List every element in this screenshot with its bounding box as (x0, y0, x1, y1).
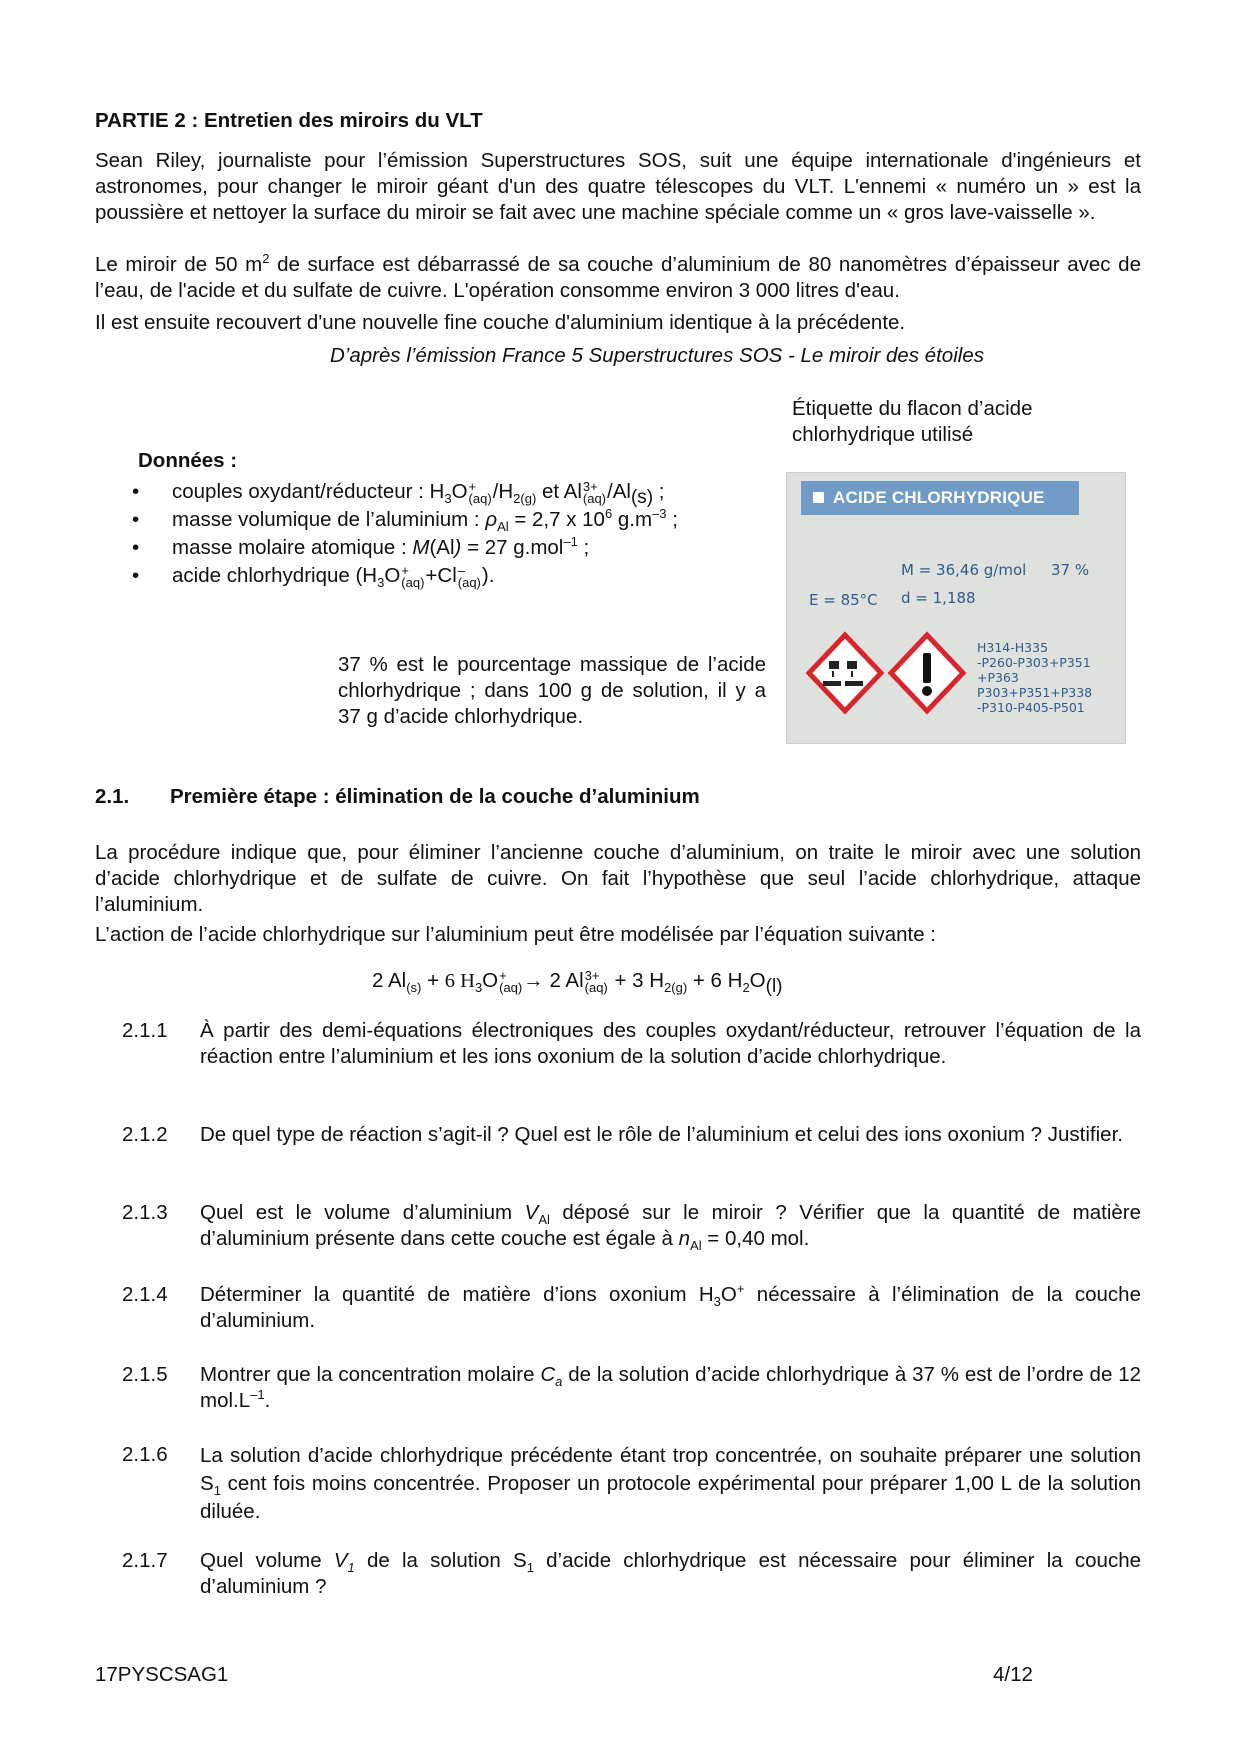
label-square-icon (813, 492, 824, 503)
footer-code: 17PYSCSAG1 (95, 1663, 229, 1686)
label-percent: 37 % (1051, 561, 1090, 579)
question-2-1-5: 2.1.5 Montrer que la concentration molaire $C_a$ de la solution d’acide chlorhydrique à 37 % est de l’ordre de 12 $mol.L^{-1}$. (122, 1363, 1141, 1412)
part-title: PARTIE 2 : Entretien des miroirs du VLT (95, 109, 483, 132)
source-citation: D’après l’émission France 5 Superstructures SOS - Le miroir des étoiles (330, 344, 984, 367)
bottle-label-photo (786, 472, 1126, 744)
label-header: ACIDE CHLORHYDRIQUE (801, 481, 1079, 515)
question-2-1-3: 2.1.3 Quel est le volume d’aluminium $V_{Al}$ déposé sur le miroir ? Vérifier que la quantité de matière d’aluminium présente dans cette couche est égale à $n_{Al} = 0,40$ mol. (122, 1201, 1142, 1254)
donnees-item-couples: • couples oxydant/réducteur : $H_3O$ + (aq) $/H_{2(g)}$ et Al 3+ (aq) $/Al_{(s)}$ ; (132, 478, 772, 506)
hazard-codes: H314-H335 -P260-P303+P351 +P363 P303+P351+P338 -P310-P405-P501 (977, 640, 1093, 715)
exclamation-pictogram (891, 635, 963, 711)
label-caption: Étiquette du flacon d’acide chlorhydrique utilisé (792, 397, 1033, 446)
question-2-1-6: 2.1.6 La solution d’acide chlorhydrique précédente étant trop concentrée, on souhaite préparer une solution $S_1$ cent fois moins concentrée. Proposer un protocole expérimental pour préparer 1,00 L de la solution diluée. (122, 1443, 1141, 1523)
section-paragraph-1: La procédure indique que, pour éliminer l’ancienne couche d’aluminium, on traite le miroir avec une solution d’acide chlorhydrique et de sulfate de cuivre. On fait l’hypothèse que seul l’acide chlorhydrique, attaque l’aluminium. (95, 841, 1141, 916)
label-molar-mass: M = 36,46 g/mol (901, 561, 1027, 579)
section-number: 2.1. (95, 785, 130, 808)
label-density: d = 1,188 (901, 589, 976, 607)
section-title: Première étape : élimination de la couche d’aluminium (170, 785, 700, 808)
label-flash-point: E = 85°C (809, 591, 878, 609)
intro-paragraph-3: Il est ensuite recouvert d'une nouvelle fine couche d'aluminium identique à la précédente. (95, 311, 906, 334)
question-2-1-1: 2.1.1 À partir des demi-équations électroniques des couples oxydant/réducteur, retrouver l’équation de la réaction entre l’aluminium et les ions oxonium de la solution d’acide chlorhydrique. (122, 1019, 1141, 1068)
intro-paragraph-1: Sean Riley, journaliste pour l’émission Superstructures SOS, suit une équipe internationale d'ingénieurs et astronomes, pour changer le miroir géant d'un des quatre télescopes du VLT. L'ennemi « numéro un » est la poussière et nettoyer la surface du miroir se fait avec une machine spéciale comme un « gros lave-vaisselle ». (95, 149, 1141, 224)
corrosive-pictogram (809, 635, 881, 711)
donnees-item-masse-molaire: • masse molaire atomique : M(Al) = 27 g.mol$^{-1}$ ; (132, 534, 772, 562)
donnees-list (132, 478, 772, 590)
question-2-1-4: 2.1.4 Déterminer la quantité de matière d’ions oxonium $H_3O^+$ nécessaire à l’élimination de la couche d’aluminium. (122, 1281, 1141, 1332)
reaction-equation: 2 $Al_{(s)} + 6$ $H_3O$ + (aq) → 2 Al 3+ (aq) + 3 $H_{2(g)} + 6$ $H_2O_{(l)}$ (372, 967, 783, 998)
section-paragraph-2: L’action de l’acide chlorhydrique sur l’aluminium peut être modélisée par l’équation suivante : (95, 923, 936, 946)
question-2-1-2: 2.1.2 De quel type de réaction s’agit-il ? Quel est le rôle de l’aluminium et celui des ions oxonium ? Justifier. (122, 1123, 1123, 1146)
donnees-item-masse-volumique: • masse volumique de l’aluminium : $\rho_{Al} = 2,7$ x $10^6$ $g.m^{-3}$ ; (132, 506, 772, 534)
donnees-item-acide: • acide chlorhydrique ($H_3O$ + (aq) +Cl – (aq) ). (132, 562, 772, 590)
donnees-title: Données : (138, 449, 238, 472)
question-2-1-7: 2.1.7 Quel volume $V_1$ de la solution $S_1$ d’acide chlorhydrique est nécessaire pour éliminer la couche d’aluminium ? (122, 1549, 1141, 1598)
pourcentage-note: 37 % est le pourcentage massique de l’acide chlorhydrique ; dans 100 g de solution, il y a 37 g d’acide chlorhydrique. (338, 653, 766, 728)
hazard-pictograms (805, 631, 975, 721)
page-number: 4/12 (993, 1663, 1033, 1686)
intro-paragraph-2: Le miroir de 50 $m^2$ de surface est débarrassé de sa couche d’aluminium de 80 nanomètres d’épaisseur avec de l’eau, de l'acide et du sulfate de cuivre. L'opération consomme environ 3 000 litres d'eau. (95, 251, 1141, 302)
